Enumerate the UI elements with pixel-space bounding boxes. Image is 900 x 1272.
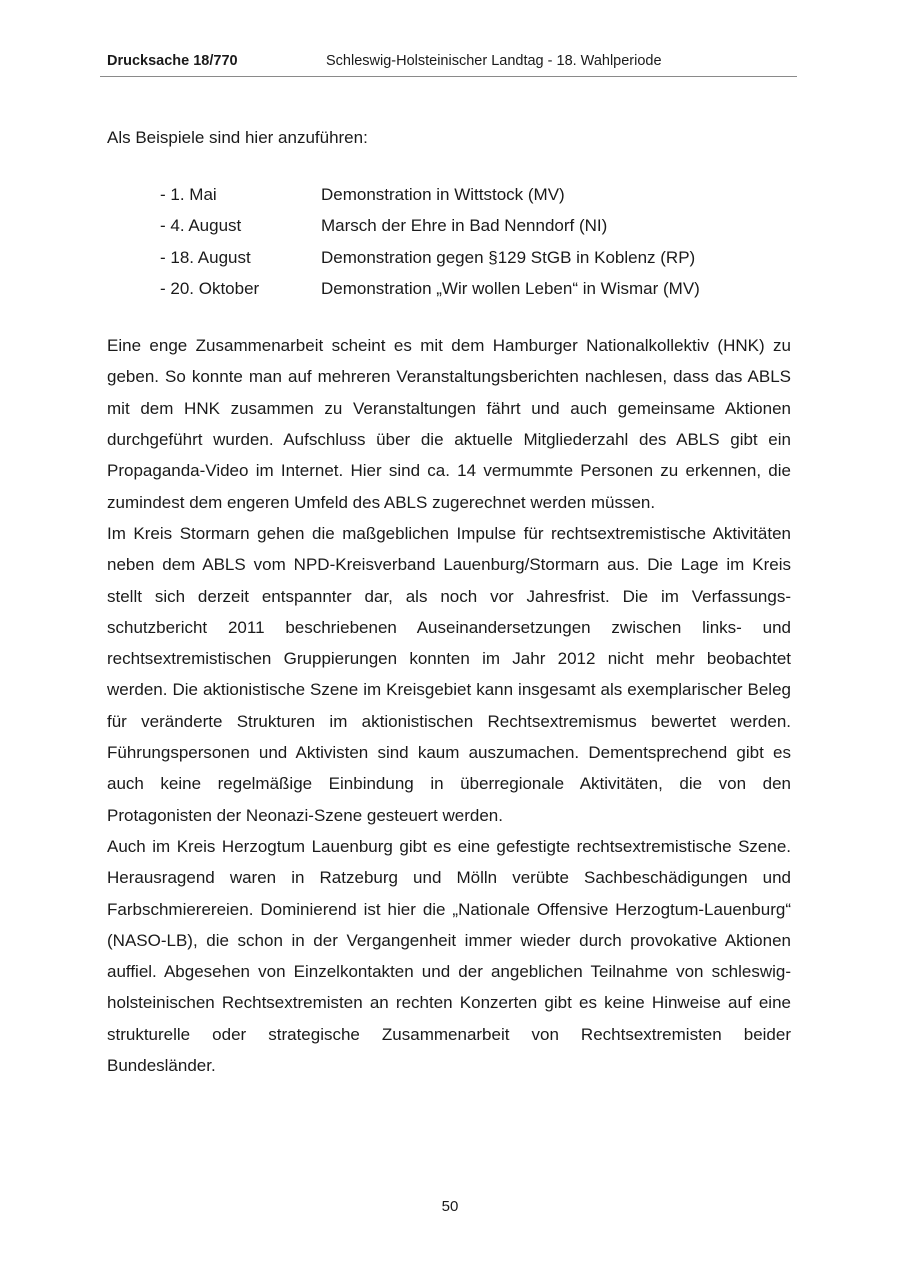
event-item — [160, 179, 791, 210]
event-description: Demonstration in Wittstock (MV) — [321, 185, 565, 204]
event-item — [160, 273, 791, 304]
event-item — [160, 210, 791, 241]
parliament-title: Schleswig-Holsteinischer Landtag - 18. Wahlperiode — [326, 53, 662, 69]
event-item — [160, 242, 791, 273]
event-description: Marsch der Ehre in Bad Nenndorf (NI) — [321, 216, 608, 236]
intro-text: Als Beispiele sind hier anzuführen: — [107, 128, 368, 147]
event-description: Demonstration gegen §129 StGB in Koblenz (RP) — [321, 247, 696, 267]
page-content — [107, 122, 791, 1081]
paragraph-hnk: Eine enge Zusammenarbeit scheint es mit dem Hamburger Nationalkollektiv (HNK) zu geben. So konnte man auf mehreren Veranstaltungsberichten nachlesen, dass das ABLS mit dem HNK zusammen zu Veranstaltungen fährt und auch gemeinsame Aktionen durchgeführt wurden. Aufschluss über die aktuelle Mitgliederzahl des ABLS gibt ein Propaganda-Video im Internet. Hier sind ca. 14 vermummte Personen zu erkennen, die zumindest dem engeren Umfeld des ABLS zugerechnet werden müssen. — [107, 336, 791, 512]
event-description: Demonstration „Wir wollen Leben“ in Wismar (MV) — [321, 278, 700, 298]
event-date: - 1. Mai — [160, 185, 217, 204]
paragraph-lauenburg: Auch im Kreis Herzogtum Lauenburg gibt es eine gefestigte rechtsextremistische Szene. Herausragend waren in Ratzeburg und Mölln verübte Sachbeschädigungen und Farbschmierereien. Dominierend ist hier die „Nationale Offensive Herzogtum-Lauenburg“ (NASO-LB), die schon in der Vergangenheit immer wieder durch provokative Aktionen auffiel. Abgesehen von Einzelkontakten und der angeblichen Teilnahme von schleswig-holsteinischen Rechtsextremisten an rechten Konzerten gibt es keine Hinweise auf eine strukturelle oder strategische Zusammenarbeit von Rechtsextremisten beider Bundesländer. — [107, 836, 791, 1076]
event-date: - 4. August — [160, 216, 242, 236]
event-list — [160, 179, 791, 304]
paragraph-stormarn: Im Kreis Stormarn gehen die maßgeblichen Impulse für rechtsextremistische Aktivitäten neben dem ABLS vom NPD-Kreisverband Lauenburg/Stormarn aus. Die Lage im Kreis stellt sich derzeit entspannter dar, als noch vor Jahresfrist. Die im Verfassungsschutzbericht 2011 beschriebenen Auseinandersetzungen zwischen links- und rechtsextremistischen Gruppierungen konnten im Jahr 2012 nicht mehr beobachtet werden. Die aktionistische Szene im Kreisgebiet kann insgesamt als exemplarischer Beleg für veränderte Strukturen im aktionistischen Rechtsextremismus bewertet werden. Führungspersonen und Aktivisten sind kaum auszumachen. Dementsprechend gibt es auch keine regelmäßige Einbindung in überregionale Aktivitäten, die von den Protagonisten der Neonazi-Szene gesteuert werden. — [107, 523, 791, 825]
event-date: - 20. Oktober — [160, 278, 260, 298]
page-header — [100, 52, 797, 77]
page-number: 50 — [441, 1198, 459, 1215]
document-number: Drucksache 18/770 — [107, 53, 238, 69]
event-date: - 18. August — [160, 247, 251, 267]
body-text — [107, 330, 791, 1081]
